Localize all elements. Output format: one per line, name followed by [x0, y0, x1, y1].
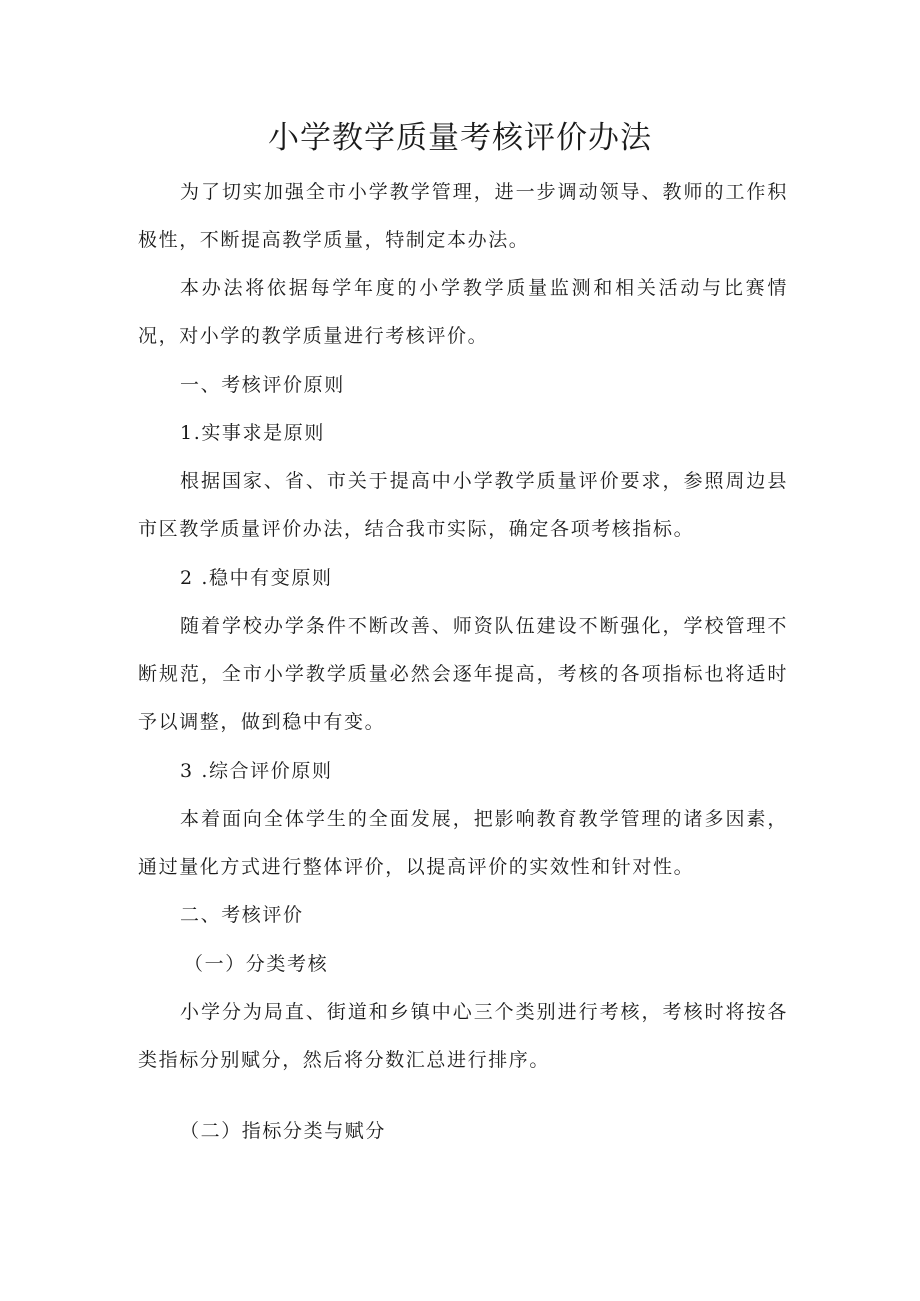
principle-1-text: 根据国家、省、市关于提高中小学教学质量评价要求，参照周边县市区教学质量评价办法，结合我市实际，确定各项考核指标。 — [138, 470, 788, 540]
document-title: 小学教学质量考核评价办法 — [268, 120, 652, 156]
intro-paragraph-1: 为了切实加强全市小学教学管理，进一步调动领导、教师的工作积极性，不断提高教学质量，特制定本办法。 — [138, 181, 788, 251]
subsection-2-heading: （二）指标分类与赋分 — [180, 1120, 387, 1142]
principle-3-heading: 3 .综合评价原则 — [180, 760, 333, 782]
intro-paragraph-2: 本办法将依据每学年度的小学教学质量监测和相关活动与比赛情况，对小学的教学质量进行考核评价。 — [138, 277, 788, 347]
section-2-heading: 二、考核评价 — [180, 904, 304, 926]
subsection-1-heading: （一）分类考核 — [184, 953, 329, 975]
subsection-1-text: 小学分为局直、街道和乡镇中心三个类别进行考核，考核时将按各类指标分别赋分，然后将分数汇总进行排序。 — [138, 1001, 788, 1071]
principle-3-text: 本着面向全体学生的全面发展，把影响教育教学管理的诸多因素，通过量化方式进行整体评价，以提高评价的实效性和针对性。 — [138, 808, 788, 878]
section-1-heading: 一、考核评价原则 — [180, 374, 345, 396]
principle-2-text: 随着学校办学条件不断改善、师资队伍建设不断强化，学校管理不断规范，全市小学教学质量必然会逐年提高，考核的各项指标也将适时予以调整，做到稳中有变。 — [138, 615, 788, 733]
principle-1-heading: 1.实事求是原则 — [180, 422, 325, 444]
principle-2-heading: 2 .稳中有变原则 — [180, 567, 333, 589]
